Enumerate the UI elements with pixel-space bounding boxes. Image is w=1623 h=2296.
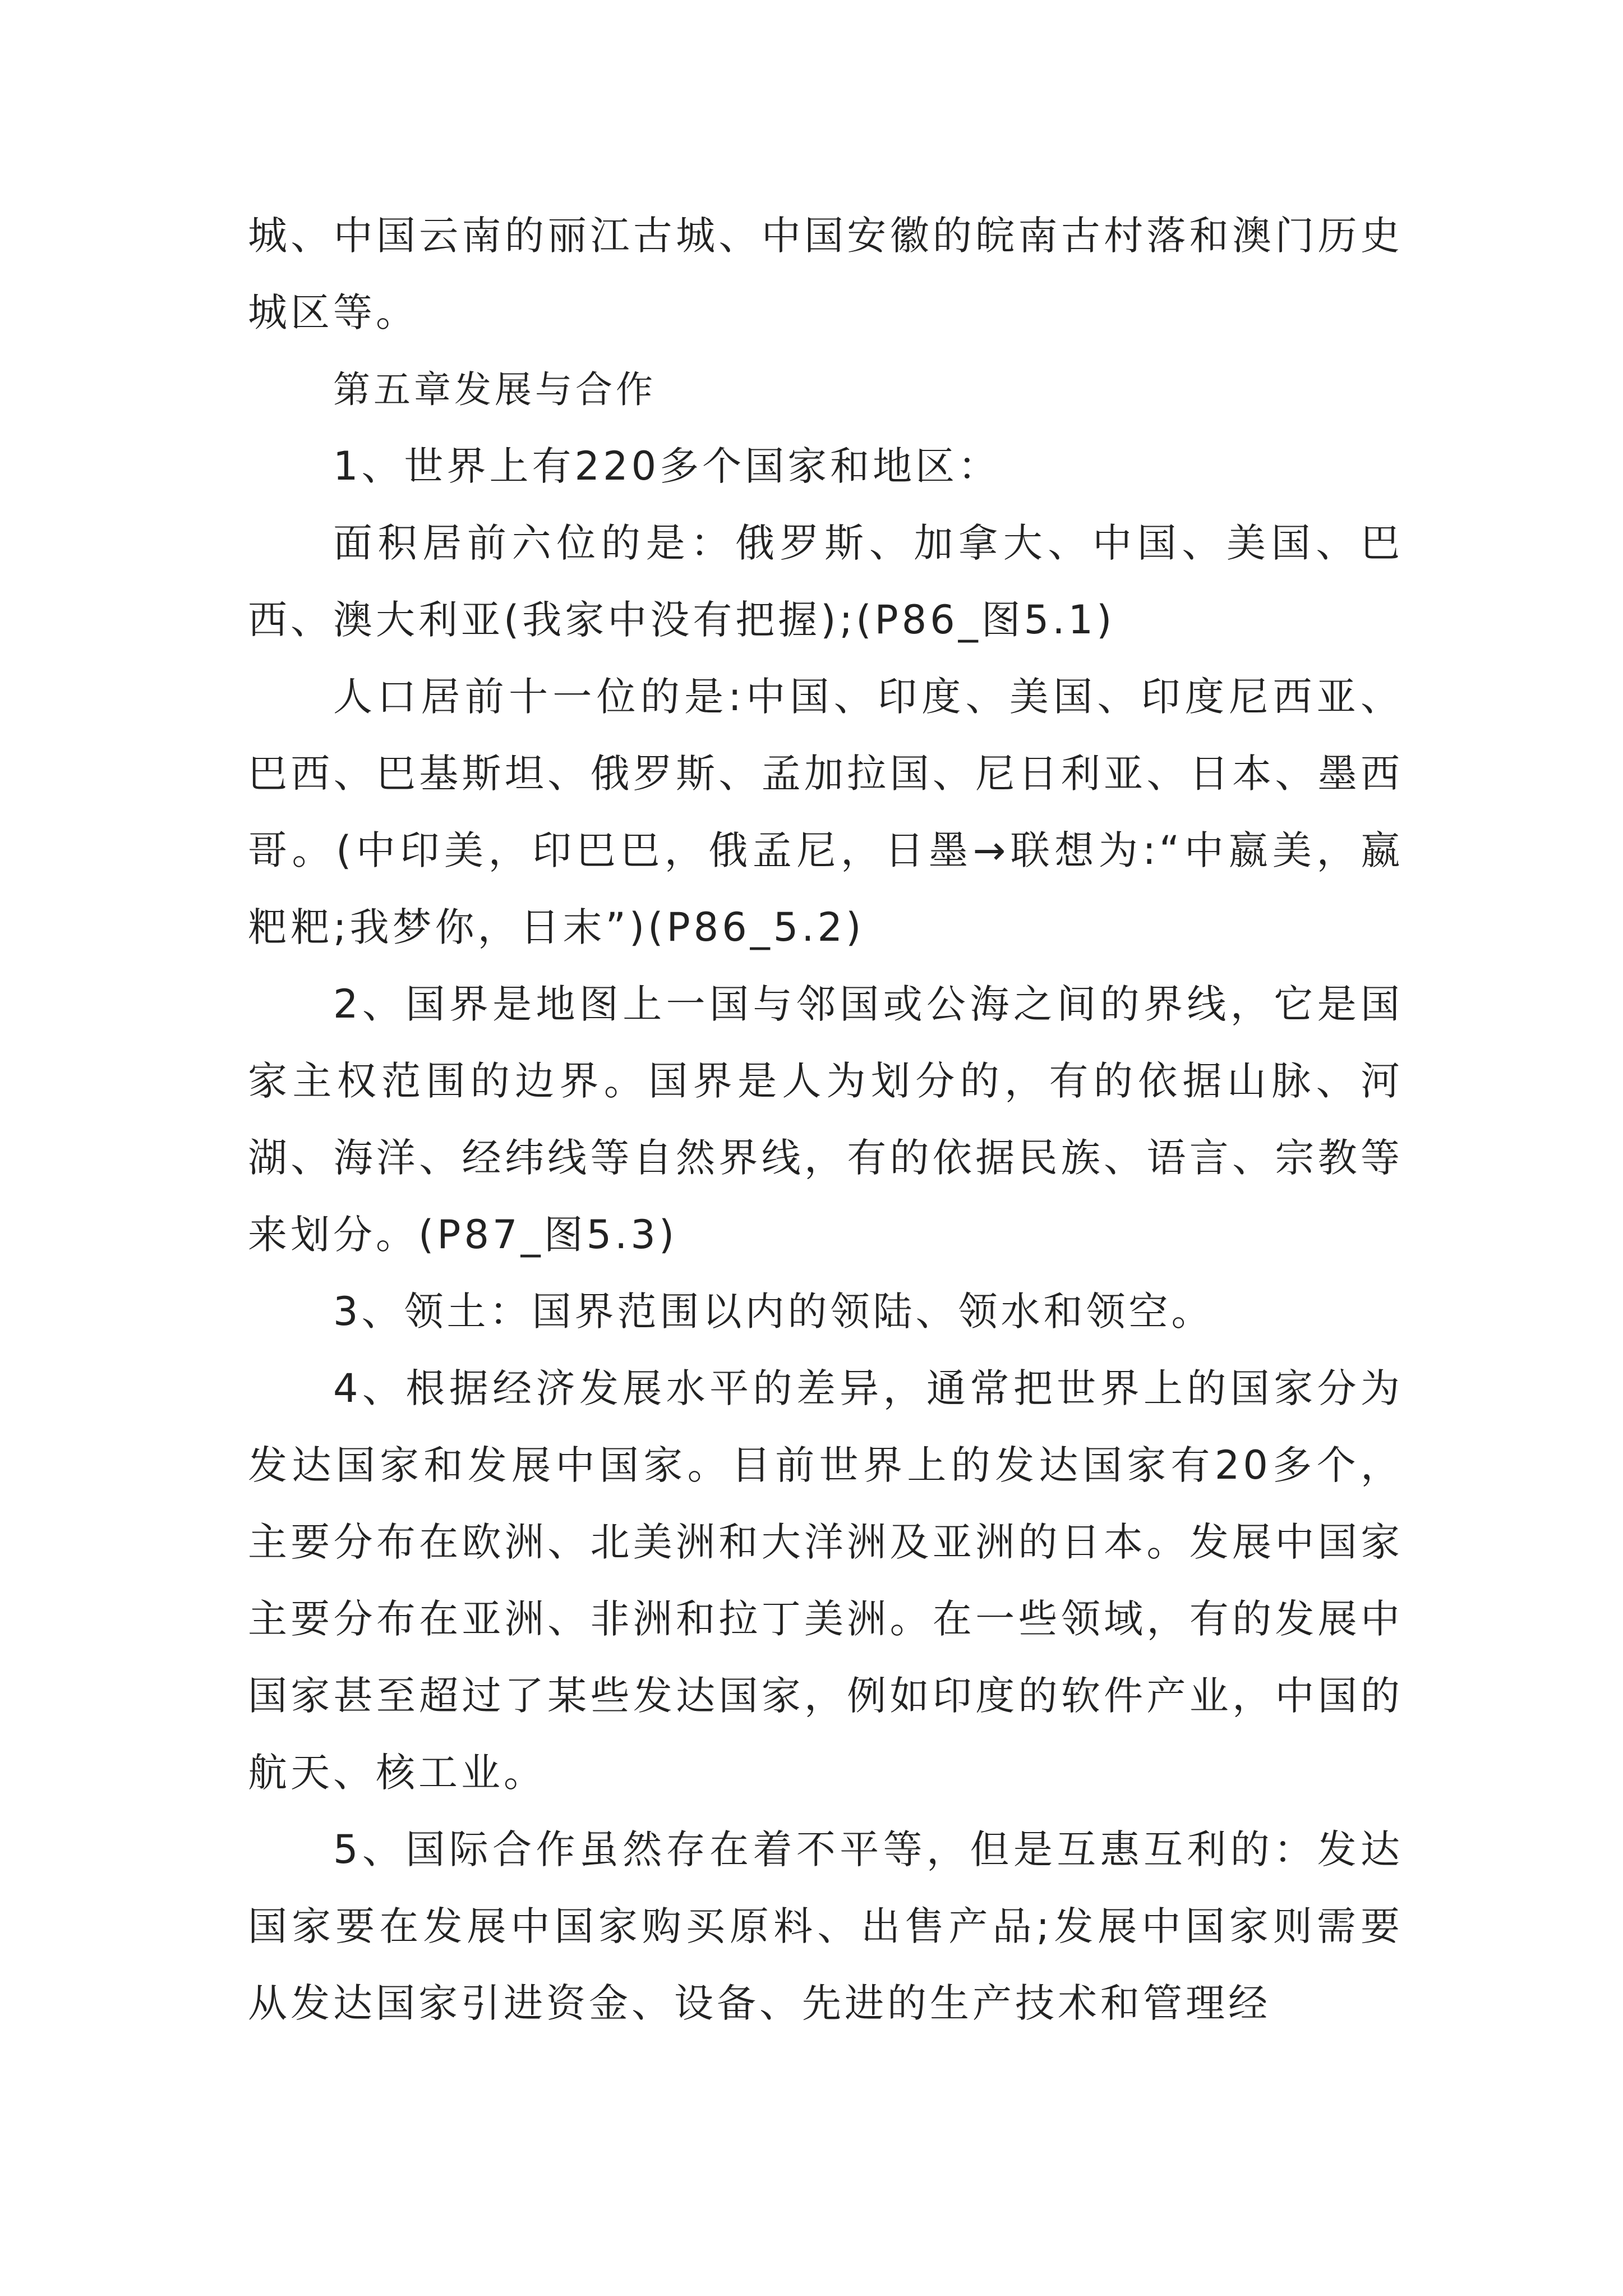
chapter-heading: 第五章发展与合作 (333, 368, 656, 411)
paragraph-item-3: 3、领土：国界范围以内的领陆、领水和领空。 (333, 1289, 1214, 1335)
paragraph-item-2: 2、国界是地图上一国与邻国或公海之间的界线，它是国家主权范围的边界。国界是人为划分的，有的依据山脉、河湖、海洋、经纬线等自然界线，有的依据民族、语言、宗教等来划分。(P87_图5.3) (248, 981, 1403, 1258)
paragraph-population-ranking: 人口居前十一位的是:中国、印度、美国、印度尼西亚、巴西、巴基斯坦、俄罗斯、孟加拉国、尼日利亚、日本、墨西哥。(中印美，印巴巴，俄孟尼，日墨→联想为:“中嬴美，嬴粑粑;我梦你，日末”)(P86_5.2) (248, 674, 1403, 950)
paragraph-continuation: 城、中国云南的丽江古城、中国安徽的皖南古村落和澳门历史城区等。 (248, 213, 1403, 335)
paragraph-item-1: 1、世界上有220多个国家和地区： (333, 443, 1001, 489)
paragraph-item-4: 4、根据经济发展水平的差异，通常把世界上的国家分为发达国家和发展中国家。目前世界上的发达国家有20多个，主要分布在欧洲、北美洲和大洋洲及亚洲的日本。发展中国家主要分布在亚洲、非洲和拉丁美洲。在一些领域，有的发展中国家甚至超过了某些发达国家，例如印度的软件产业，中国的航天、核工业。 (248, 1365, 1403, 1796)
paragraph-item-5: 5、国际合作虽然存在着不平等，但是互惠互利的：发达国家要在发展中国家购买原料、出售产品;发展中国家则需要从发达国家引进资金、设备、先进的生产技术和管理经 (248, 1826, 1403, 2026)
document-body (248, 197, 1403, 2042)
paragraph-area-ranking: 面积居前六位的是：俄罗斯、加拿大、中国、美国、巴西、澳大利亚(我家中没有把握);(P86_图5.1) (248, 520, 1403, 643)
